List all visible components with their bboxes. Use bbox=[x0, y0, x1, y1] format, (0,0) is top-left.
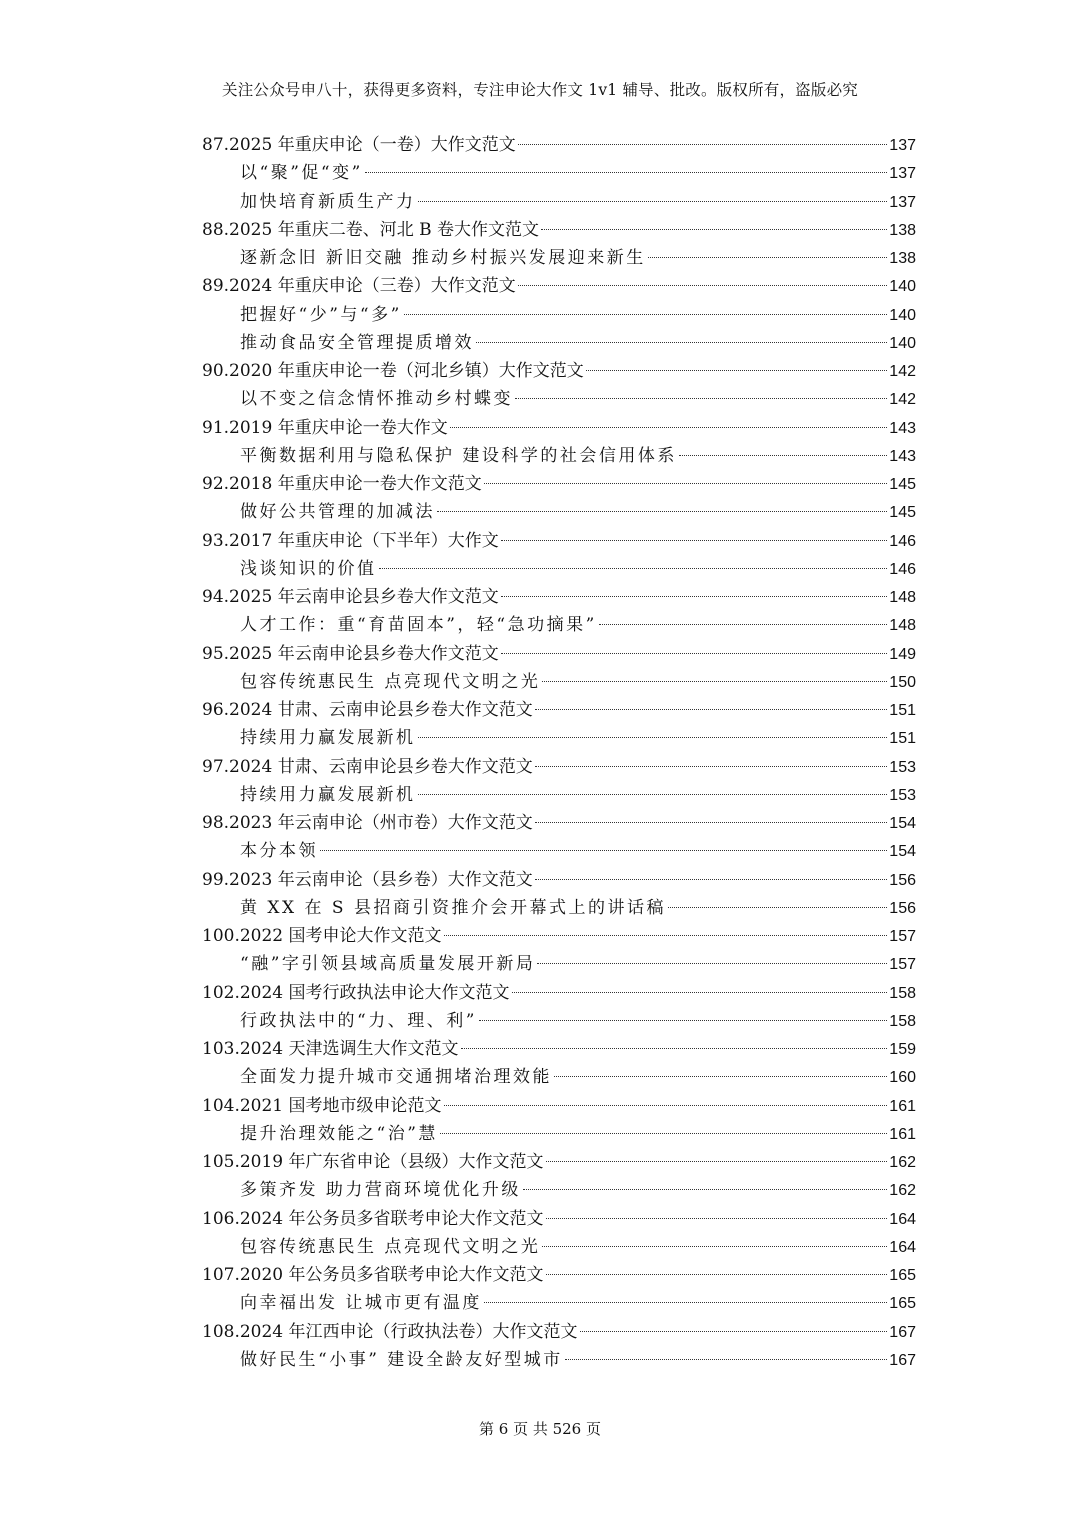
toc-entry-title: 本分本领 bbox=[240, 841, 318, 862]
toc-article-entry[interactable] bbox=[202, 301, 916, 329]
toc-chapter-entry[interactable] bbox=[202, 696, 916, 724]
toc-entry-page-number: 161 bbox=[889, 1125, 916, 1143]
toc-article-entry[interactable] bbox=[202, 555, 916, 583]
toc-entry-title: 黄 XX 在 S 县招商引资推介会开幕式上的讲话稿 bbox=[240, 897, 666, 918]
toc-entry-title: 99.2023 年云南申论（县乡卷）大作文范文 bbox=[202, 869, 533, 890]
toc-chapter-entry[interactable] bbox=[202, 1205, 916, 1233]
dot-leader bbox=[586, 369, 888, 371]
dot-leader bbox=[484, 482, 888, 484]
toc-entry-page-number: 138 bbox=[889, 250, 916, 267]
toc-entry-title: 105.2019 年广东省申论（县级）大作文范文 bbox=[202, 1152, 544, 1172]
toc-article-entry[interactable] bbox=[202, 188, 916, 216]
toc-entry-title: 做好民生“小事” 建设全龄友好型城市 bbox=[240, 1349, 563, 1370]
toc-chapter-entry[interactable] bbox=[202, 922, 916, 950]
dot-leader bbox=[444, 1104, 888, 1106]
toc-entry-title: 91.2019 年重庆申论一卷大作文 bbox=[202, 417, 448, 438]
dot-leader bbox=[379, 567, 888, 569]
toc-entry-title: 把握好“少”与“多” bbox=[240, 304, 402, 325]
toc-entry-title: 提升治理效能之“治”慧 bbox=[240, 1123, 438, 1144]
toc-entry-page-number: 164 bbox=[889, 1210, 916, 1228]
toc-entry-title: 包容传统惠民生 点亮现代文明之光 bbox=[240, 1236, 541, 1257]
dot-leader bbox=[518, 284, 888, 286]
toc-article-entry[interactable] bbox=[202, 837, 916, 865]
toc-entry-title: 93.2017 年重庆申论（下半年）大作文 bbox=[202, 530, 499, 551]
dot-leader bbox=[565, 1358, 888, 1360]
toc-entry-title: 行政执法中的“力、理、利” bbox=[240, 1010, 477, 1031]
toc-entry-title: 以不变之信念情怀推动乡村蝶变 bbox=[240, 389, 513, 410]
dot-leader bbox=[599, 623, 888, 625]
toc-entry-page-number: 146 bbox=[889, 532, 916, 550]
page-footer: 第 6 页 共 526 页 bbox=[478, 1420, 601, 1438]
toc-entry-page-number: 142 bbox=[889, 363, 916, 380]
toc-chapter-entry[interactable] bbox=[202, 979, 916, 1007]
toc-chapter-entry[interactable] bbox=[202, 1318, 916, 1346]
toc-article-entry[interactable] bbox=[202, 1063, 916, 1091]
toc-entry-title: 108.2024 年江西申论（行政执法卷）大作文范文 bbox=[202, 1321, 578, 1342]
toc-article-entry[interactable] bbox=[202, 724, 916, 752]
dot-leader bbox=[365, 171, 888, 173]
toc-entry-title: 107.2020 年公务员多省联考申论大作文范文 bbox=[202, 1265, 544, 1285]
toc-entry-page-number: 154 bbox=[889, 843, 916, 861]
toc-entry-title: 包容传统惠民生 点亮现代文明之光 bbox=[240, 671, 541, 692]
toc-entry-page-number: 151 bbox=[889, 730, 916, 748]
dot-leader bbox=[580, 1330, 888, 1332]
dot-leader bbox=[461, 1047, 888, 1049]
toc-entry-page-number: 156 bbox=[889, 899, 916, 917]
toc-entry-title: 95.2025 年云南申论县乡卷大作文范文 bbox=[202, 643, 499, 664]
dot-leader bbox=[440, 1132, 887, 1134]
toc-chapter-entry[interactable] bbox=[202, 640, 916, 668]
toc-chapter-entry[interactable] bbox=[202, 216, 916, 244]
toc-entry-page-number: 167 bbox=[889, 1351, 916, 1369]
toc-entry-title: 98.2023 年云南申论（州市卷）大作文范文 bbox=[202, 813, 533, 833]
dot-leader bbox=[668, 906, 887, 908]
toc-entry-page-number: 148 bbox=[889, 589, 916, 606]
toc-chapter-entry[interactable] bbox=[202, 1035, 916, 1063]
toc-entry-page-number: 137 bbox=[889, 137, 916, 154]
toc-article-entry[interactable] bbox=[202, 1007, 916, 1035]
toc-entry-page-number: 145 bbox=[889, 504, 916, 522]
dot-leader bbox=[535, 765, 888, 767]
toc-entry-page-number: 153 bbox=[889, 758, 916, 776]
toc-entry-title: 浅谈知识的价值 bbox=[240, 558, 377, 579]
dot-leader bbox=[476, 341, 887, 343]
toc-entry-title: 90.2020 年重庆申论一卷（河北乡镇）大作文范文 bbox=[202, 361, 584, 381]
toc-chapter-entry[interactable] bbox=[202, 1261, 916, 1289]
dot-leader bbox=[648, 256, 887, 258]
dot-leader bbox=[418, 736, 888, 738]
toc-entry-page-number: 143 bbox=[889, 447, 916, 465]
toc-entry-page-number: 148 bbox=[889, 617, 916, 635]
toc-entry-page-number: 157 bbox=[889, 928, 916, 945]
toc-chapter-entry[interactable] bbox=[202, 1148, 916, 1176]
toc-entry-page-number: 158 bbox=[889, 1012, 916, 1030]
toc-chapter-entry[interactable] bbox=[202, 357, 916, 385]
dot-leader bbox=[437, 510, 887, 512]
toc-entry-title: 持续用力赢发展新机 bbox=[240, 728, 416, 749]
toc-entry-page-number: 161 bbox=[889, 1097, 916, 1115]
dot-leader bbox=[418, 200, 888, 202]
toc-chapter-entry[interactable] bbox=[202, 1092, 916, 1120]
toc-entry-page-number: 167 bbox=[889, 1323, 916, 1341]
toc-entry-title: 平衡数据利用与隐私保护 建设科学的社会信用体系 bbox=[240, 445, 677, 466]
toc-entry-page-number: 143 bbox=[889, 419, 916, 437]
toc-entry-title: 103.2024 天津选调生大作文范文 bbox=[202, 1039, 459, 1059]
toc-entry-page-number: 162 bbox=[889, 1182, 916, 1200]
toc-entry-page-number: 146 bbox=[889, 560, 916, 578]
toc-article-entry[interactable] bbox=[202, 442, 916, 470]
toc-entry-page-number: 140 bbox=[889, 278, 916, 296]
dot-leader bbox=[537, 962, 887, 964]
toc-article-entry[interactable] bbox=[202, 1176, 916, 1204]
toc-article-entry[interactable] bbox=[202, 1289, 916, 1317]
toc-entry-title: 以“聚”促“变” bbox=[240, 163, 363, 184]
dot-leader bbox=[535, 821, 888, 823]
toc-chapter-entry[interactable] bbox=[202, 272, 916, 300]
toc-entry-title: 向幸福出发 让城市更有温度 bbox=[240, 1293, 482, 1314]
toc-entry-title: 97.2024 甘肃、云南申论县乡卷大作文范文 bbox=[202, 756, 533, 777]
toc-entry-page-number: 164 bbox=[889, 1238, 916, 1256]
toc-chapter-entry[interactable] bbox=[202, 809, 916, 837]
dot-leader bbox=[512, 991, 888, 993]
toc-entry-page-number: 160 bbox=[889, 1069, 916, 1087]
dot-leader bbox=[542, 1245, 887, 1247]
toc-entry-page-number: 151 bbox=[889, 702, 916, 719]
toc-entry-title: 逐新念旧 新旧交融 推动乡村振兴发展迎来新生 bbox=[240, 248, 646, 268]
toc-chapter-entry[interactable] bbox=[202, 131, 916, 159]
page-header: 关注公众号申八十，获得更多资料，专注申论大作文 1v1 辅导、批改。版权所有，盗版必究 bbox=[222, 81, 858, 99]
toc-entry-page-number: 142 bbox=[889, 391, 916, 409]
toc-entry-page-number: 159 bbox=[889, 1041, 916, 1058]
toc-entry-page-number: 156 bbox=[889, 871, 916, 889]
dot-leader bbox=[546, 1160, 888, 1162]
toc-entry-page-number: 157 bbox=[889, 956, 916, 974]
dot-leader bbox=[542, 680, 887, 682]
dot-leader bbox=[484, 1301, 887, 1303]
toc-article-entry[interactable] bbox=[202, 498, 916, 526]
toc-entry-page-number: 150 bbox=[889, 673, 916, 691]
dot-leader bbox=[320, 849, 887, 851]
toc-entry-title: 89.2024 年重庆申论（三卷）大作文范文 bbox=[202, 276, 516, 297]
dot-leader bbox=[450, 426, 888, 428]
toc-article-entry[interactable] bbox=[202, 611, 916, 639]
dot-leader bbox=[518, 143, 888, 145]
toc-entry-title: 人才工作：重“育苗固本”，轻“急功摘果” bbox=[240, 615, 597, 636]
toc-entry-page-number: 140 bbox=[889, 334, 916, 352]
toc-entry-page-number: 138 bbox=[889, 221, 916, 239]
toc-article-entry[interactable] bbox=[202, 781, 916, 809]
toc-entry-title: “融”字引领县域高质量发展开新局 bbox=[240, 954, 536, 975]
toc-entry-page-number: 137 bbox=[889, 165, 916, 183]
toc-entry-page-number: 137 bbox=[889, 193, 916, 211]
toc-chapter-entry[interactable] bbox=[202, 583, 916, 611]
toc-entry-page-number: 149 bbox=[889, 645, 916, 663]
toc-entry-title: 100.2022 国考申论大作文范文 bbox=[202, 926, 442, 946]
toc-chapter-entry[interactable] bbox=[202, 866, 916, 894]
toc-entry-title: 96.2024 甘肃、云南申论县乡卷大作文范文 bbox=[202, 700, 533, 720]
toc-entry-title: 加快培育新质生产力 bbox=[240, 191, 416, 212]
toc-entry-title: 持续用力赢发展新机 bbox=[240, 784, 416, 805]
toc-entry-title: 多策齐发 助力营商环境优化升级 bbox=[240, 1180, 521, 1201]
dot-leader bbox=[515, 397, 887, 399]
toc-chapter-entry[interactable] bbox=[202, 527, 916, 555]
toc-entry-title: 106.2024 年公务员多省联考申论大作文范文 bbox=[202, 1208, 544, 1229]
toc-chapter-entry[interactable] bbox=[202, 470, 916, 498]
toc-article-entry[interactable] bbox=[202, 329, 916, 357]
toc-article-entry[interactable] bbox=[202, 1120, 916, 1148]
toc-chapter-entry[interactable] bbox=[202, 753, 916, 781]
dot-leader bbox=[418, 793, 888, 795]
toc-entry-page-number: 140 bbox=[889, 306, 916, 324]
dot-leader bbox=[535, 708, 888, 710]
toc-entry-title: 102.2024 国考行政执法申论大作文范文 bbox=[202, 982, 510, 1003]
dot-leader bbox=[523, 1188, 887, 1190]
toc-entry-title: 92.2018 年重庆申论一卷大作文范文 bbox=[202, 474, 482, 494]
toc-entry-title: 87.2025 年重庆申论（一卷）大作文范文 bbox=[202, 135, 516, 155]
toc-chapter-entry[interactable] bbox=[202, 414, 916, 442]
toc-entry-title: 推动食品安全管理提质增效 bbox=[240, 332, 474, 353]
toc-article-entry[interactable] bbox=[202, 244, 916, 272]
toc-article-entry[interactable] bbox=[202, 668, 916, 696]
toc-article-entry[interactable] bbox=[202, 894, 916, 922]
table-of-contents bbox=[202, 131, 916, 1374]
toc-article-entry[interactable] bbox=[202, 1233, 916, 1261]
dot-leader bbox=[546, 1273, 888, 1275]
toc-entry-page-number: 154 bbox=[889, 815, 916, 832]
toc-entry-page-number: 165 bbox=[889, 1267, 916, 1284]
dot-leader bbox=[541, 228, 887, 230]
dot-leader bbox=[501, 595, 888, 597]
dot-leader bbox=[501, 539, 888, 541]
toc-entry-title: 做好公共管理的加减法 bbox=[240, 502, 435, 523]
dot-leader bbox=[546, 1217, 888, 1219]
dot-leader bbox=[554, 1075, 887, 1077]
dot-leader bbox=[404, 313, 888, 315]
toc-entry-page-number: 165 bbox=[889, 1295, 916, 1313]
toc-entry-page-number: 162 bbox=[889, 1154, 916, 1171]
toc-entry-title: 94.2025 年云南申论县乡卷大作文范文 bbox=[202, 587, 499, 607]
toc-article-entry[interactable] bbox=[202, 950, 916, 978]
toc-article-entry[interactable] bbox=[202, 385, 916, 413]
toc-entry-page-number: 158 bbox=[889, 984, 916, 1002]
dot-leader bbox=[679, 454, 887, 456]
toc-entry-title: 88.2025 年重庆二卷、河北 B 卷大作文范文 bbox=[202, 219, 540, 240]
toc-entry-title: 全面发力提升城市交通拥堵治理效能 bbox=[240, 1067, 552, 1088]
dot-leader bbox=[501, 652, 888, 654]
dot-leader bbox=[535, 878, 888, 880]
toc-article-entry[interactable] bbox=[202, 159, 916, 187]
dot-leader bbox=[479, 1019, 887, 1021]
toc-entry-page-number: 145 bbox=[889, 476, 916, 493]
toc-article-entry[interactable] bbox=[202, 1346, 916, 1374]
dot-leader bbox=[444, 934, 888, 936]
toc-entry-title: 104.2021 国考地市级申论范文 bbox=[202, 1095, 442, 1116]
toc-entry-page-number: 153 bbox=[889, 786, 916, 804]
